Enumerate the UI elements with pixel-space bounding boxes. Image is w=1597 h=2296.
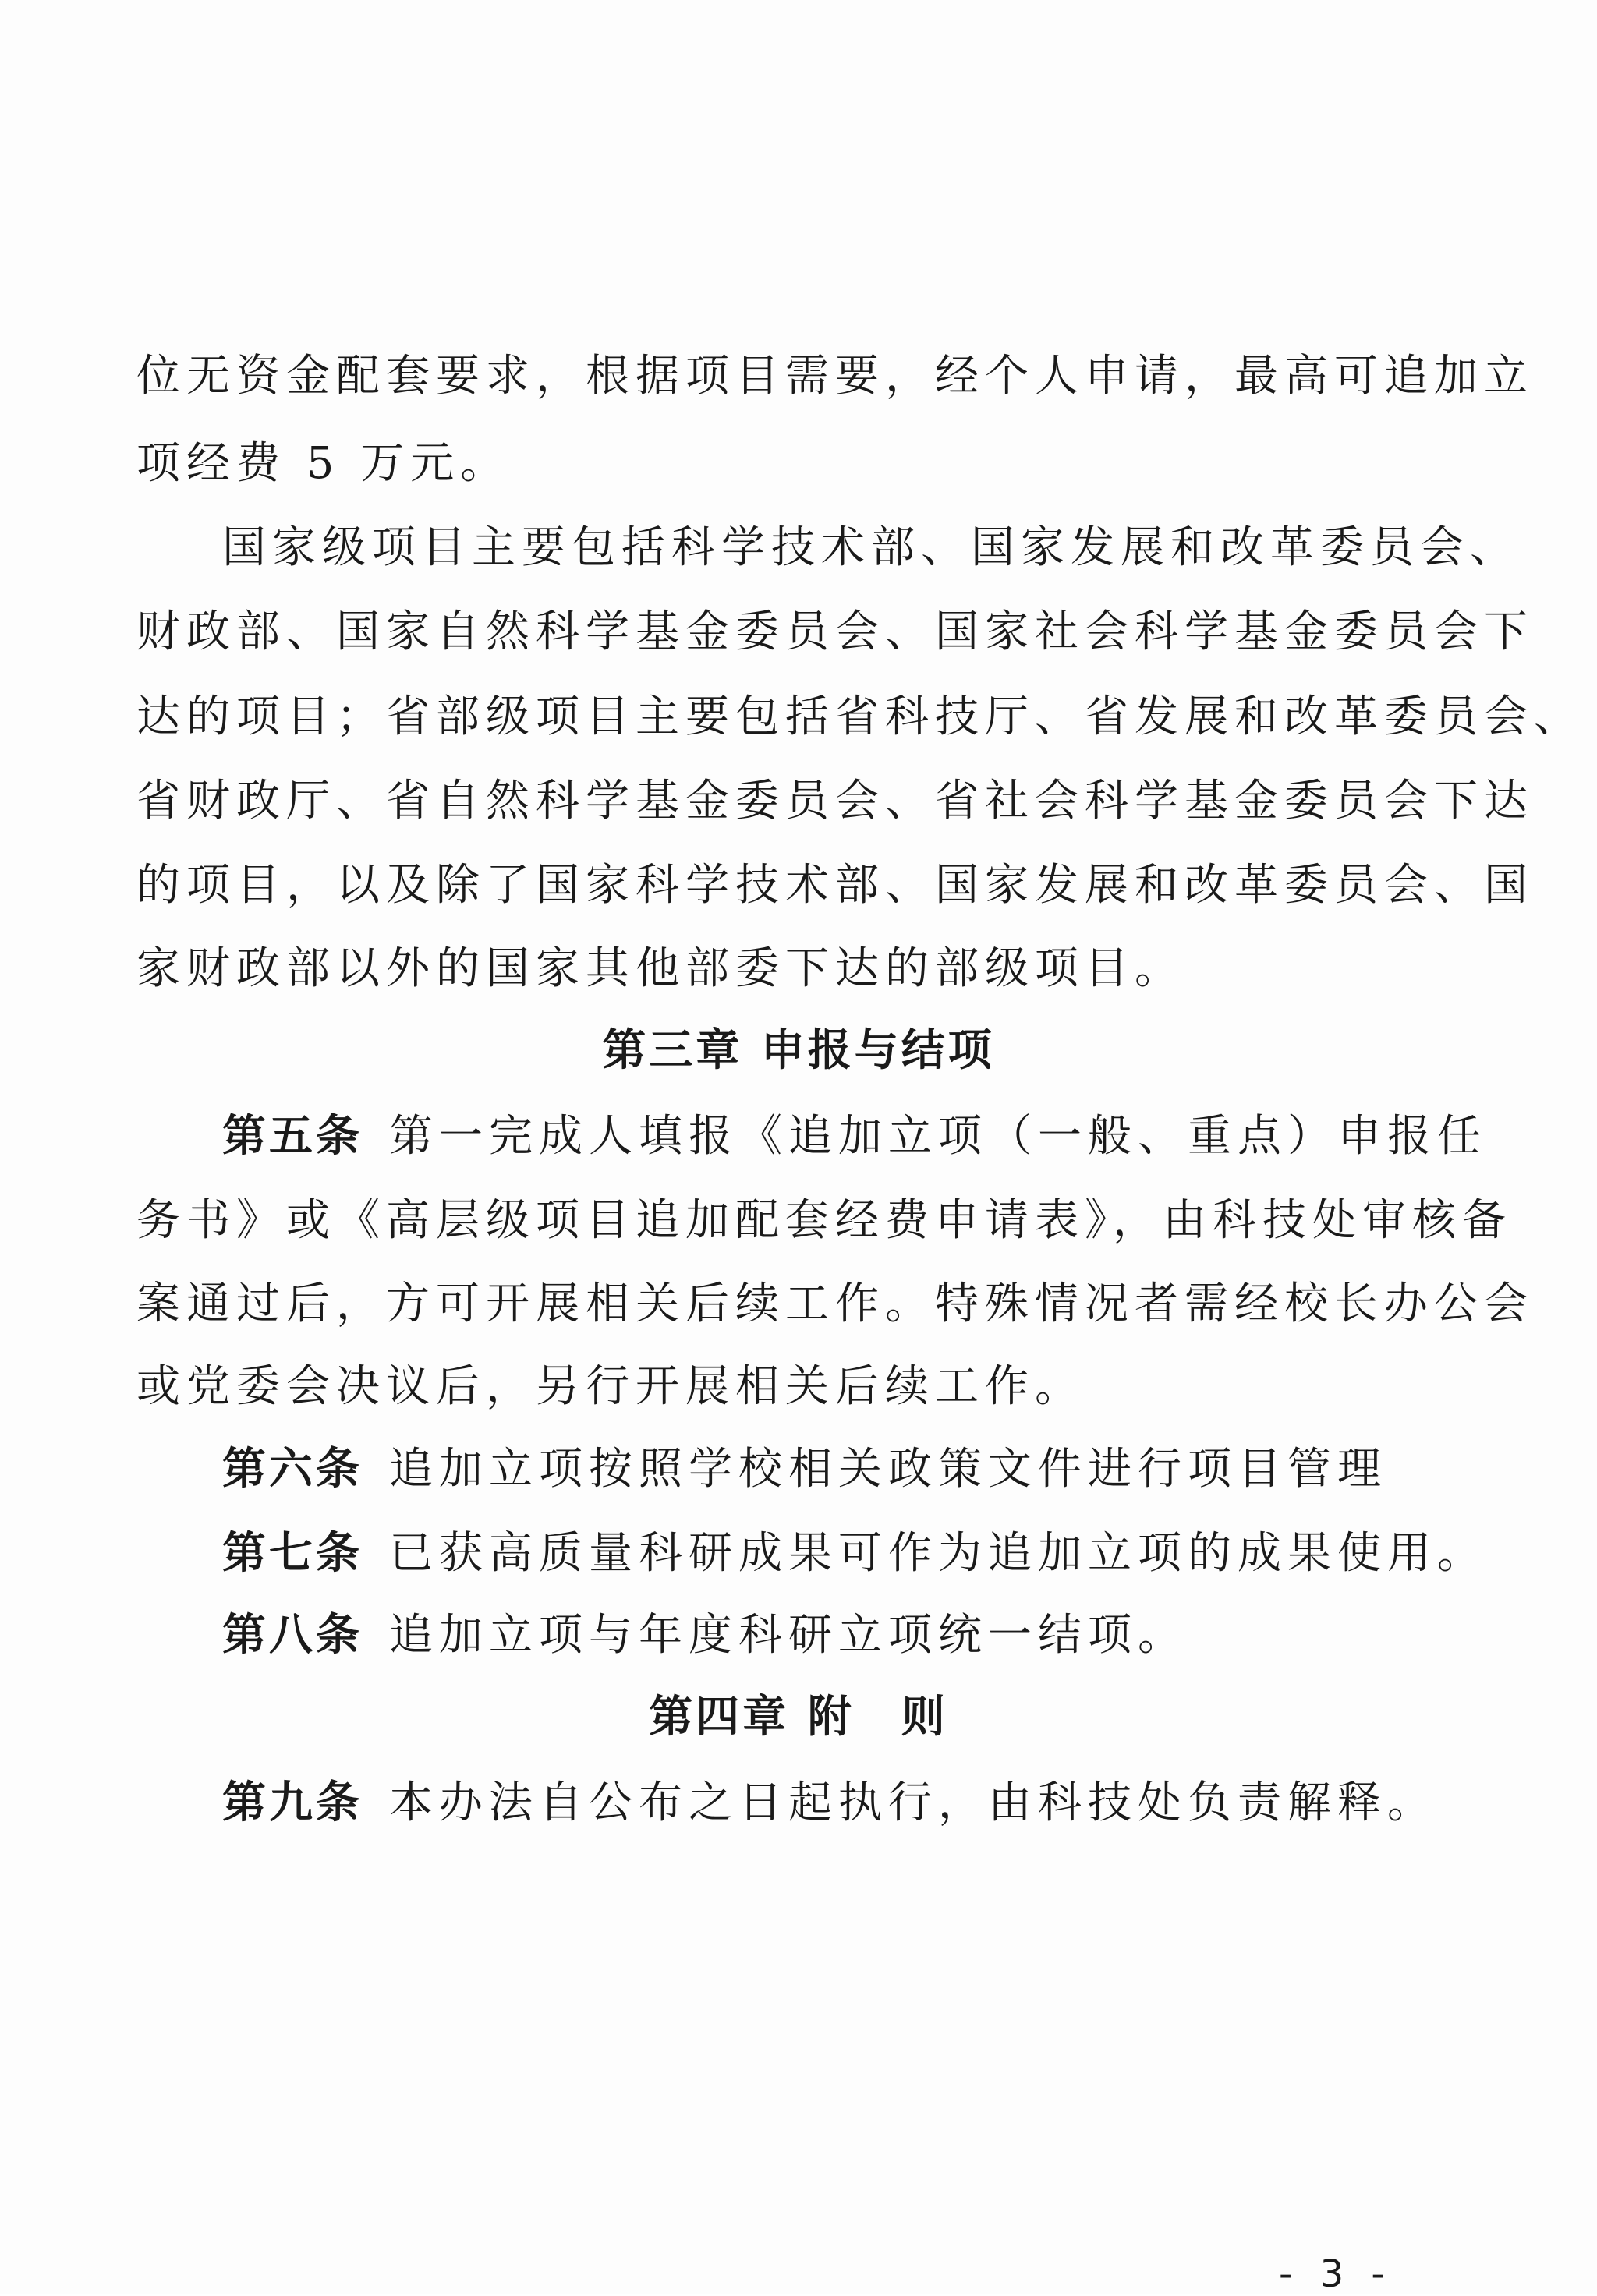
chapter-4-heading: 第四章 附 则: [649, 1692, 948, 1742]
chapter-3-heading: 第三章 申报与结项: [602, 1025, 995, 1076]
paragraph-levels-line-4: 省财政厅、省自然科学基金委员会、省社会科学基金委员会下达: [136, 776, 1534, 826]
article-8: [222, 1608, 1188, 1663]
paragraph-levels-line-6: 家财政部以外的国家其他部委下达的部级项目。: [136, 943, 1184, 994]
article-6: [222, 1442, 1387, 1497]
paragraph-levels-line-5: 的项目，以及除了国家科学技术部、国家发展和改革委员会、国: [136, 860, 1534, 911]
article-7-label: 第七条: [222, 1528, 363, 1579]
paragraph-levels-line-2: 财政部、国家自然科学基金委员会、国家社会科学基金委员会下: [136, 607, 1534, 657]
paragraph-levels-line-3: 达的项目；省部级项目主要包括省科技厅、省发展和改革委员会、: [136, 692, 1584, 742]
page-number: - 3 -: [1279, 2252, 1393, 2296]
article-9-label: 第九条: [222, 1778, 363, 1828]
article-5-line-4: 或党委会决议后，另行开展相关后续工作。: [136, 1361, 1085, 1412]
article-8-text: 追加立项与年度科研立项统一结项。: [389, 1610, 1188, 1661]
article-9-text: 本办法自公布之日起执行，由科技处负责解释。: [389, 1778, 1437, 1828]
article-5-line-2: 务书》或《高层级项目追加配套经费申请表》，由科技处审核备: [136, 1195, 1512, 1246]
article-7: [222, 1527, 1487, 1581]
article-6-label: 第六条: [222, 1444, 363, 1495]
paragraph-funding-line-2: 项经费 5 万元。: [136, 438, 511, 489]
article-9: [222, 1776, 1437, 1831]
article-5-label: 第五条: [222, 1111, 363, 1162]
article-5-line-1: [222, 1109, 1487, 1164]
paragraph-funding-line-1: 位无资金配套要求，根据项目需要，经个人申请，最高可追加立: [136, 351, 1534, 402]
article-7-text: 已获高质量科研成果可作为追加立项的成果使用。: [389, 1528, 1487, 1579]
article-5-line-3: 案通过后，方可开展相关后续工作。特殊情况者需经校长办公会: [136, 1279, 1534, 1329]
paragraph-levels-line-1: 国家级项目主要包括科学技术部、国家发展和改革委员会、: [222, 522, 1520, 573]
article-8-label: 第八条: [222, 1610, 363, 1661]
article-6-text: 追加立项按照学校相关政策文件进行项目管理: [389, 1444, 1387, 1495]
article-5-text-1: 第一完成人填报《追加立项（一般、重点）申报任: [389, 1111, 1487, 1162]
